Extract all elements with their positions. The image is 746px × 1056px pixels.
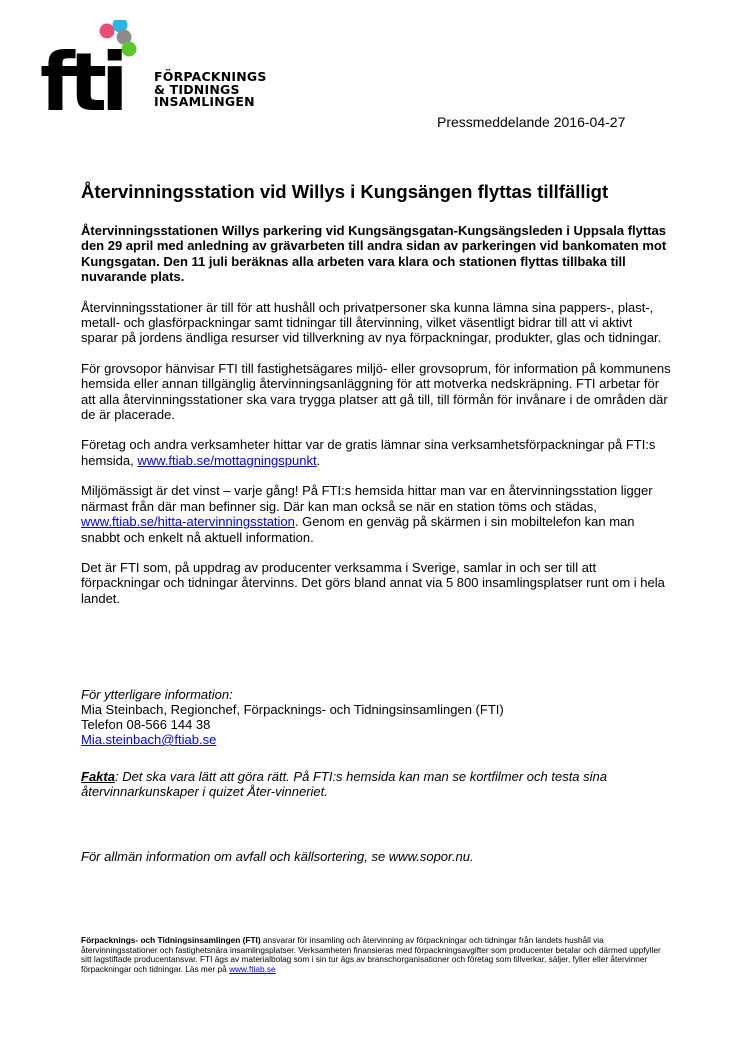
- logo-org-name: [154, 71, 267, 109]
- fakta-text: : Det ska vara lätt att göra rätt. På FTI:s hemsida kan man se kortfilmer och testa sina återvinnarkunskaper i quizet Åter-vinneriet.: [81, 769, 608, 799]
- press-release-date: Pressmeddelande 2016-04-27: [437, 114, 626, 130]
- contact-phone: Telefon 08-566 144 38: [81, 717, 211, 732]
- logo-org-line: INSAMLINGEN: [154, 94, 255, 109]
- paragraph: Återvinningsstationer är till för att hushåll och privatpersoner ska kunna lämna sina pappers-, plast-, metall- och glasförpackningar samt tidningar till återvinning, vilket väsentligt bidrar till att vi aktivt sparar på jordens ändliga resurser vid tillverkning av nya förpackningar, produkter, glas och tidningar.: [81, 299, 662, 346]
- contact-block: [81, 687, 671, 747]
- fakta-label: Fakta: [81, 769, 115, 784]
- logo-dot-green: [122, 42, 137, 57]
- general-info: För allmän information om avfall och källsortering, se www.sopor.nu.: [81, 849, 474, 864]
- paragraph-text: . Genom en genväg på skärmen i sin mobiltelefon kan man snabbt och enkelt nå aktuell information.: [81, 514, 635, 545]
- paragraph: För grovsopor hänvisar FTI till fastighetsägares miljö- eller grovsoprum, för information på kommunens hemsida eller annan tillgänglig återvinningsanläggning för att motverka nedskräpning. FTI arbetar för att alla återvinningsstationer ska vara trygga platser att gå till, till förmån för invånare i de områden där de är placerade.: [81, 360, 671, 423]
- contact-intro: För ytterligare information:: [81, 687, 233, 702]
- paragraph-text: .: [316, 452, 321, 468]
- fti-logo-mark: [40, 20, 150, 120]
- logo-org-line: FÖRPACKNINGS: [154, 69, 267, 84]
- footer-text: ansvarar för insamling och återvinning av förpackningar och tidningar från landets hushåll via återvinningsstationer och fastighetsnära insamlingsplatser. Verksamheten finansieras med förpackningsavgifter som producenter betalar och därmed uppfyller sitt lagstiftade producentansvar. FTI ägs av materialbolag som i sin tur ägs av branschorganisationer och företag som tillverkar, säljer, fyller eller återvinner förpackningar och tidningar. Läs mer på: [81, 935, 661, 974]
- footer-org-name: Förpacknings- och Tidningsinsamlingen (FTI): [81, 935, 261, 945]
- headline: Återvinningsstation vid Willys i Kungsängen flyttas tillfälligt: [81, 181, 609, 202]
- footer-boilerplate: [81, 936, 671, 974]
- footer-ftiab-link[interactable]: www.ftiab.se: [229, 963, 276, 974]
- body-text: [81, 223, 671, 621]
- hitta-atervinningsstation-link[interactable]: www.ftiab.se/hitta-atervinningsstation: [81, 514, 295, 530]
- contact-name: Mia Steinbach, Regionchef, Förpacknings- och Tidningsinsamlingen (FTI): [81, 702, 504, 717]
- paragraph: Det är FTI som, på uppdrag av producenter verksamma i Sverige, samlar in och ser till att förpackningar och tidningar återvinns. Det görs bland annat via 5 800 insamlingsplatser runt om i hela landet.: [81, 559, 665, 606]
- paragraph-with-link: [81, 437, 671, 468]
- fti-logo: [40, 20, 280, 120]
- paragraph-with-link: [81, 483, 671, 545]
- paragraph-text: Miljömässigt är det vinst – varje gång! På FTI:s hemsida hittar man var en återvinningsstation ligger närmast från där man befinner sig. Där kan man också se när en station töms och städas,: [81, 483, 653, 514]
- fakta-note: [81, 769, 671, 799]
- mottagningspunkt-link[interactable]: www.ftiab.se/mottagningspunkt: [137, 452, 317, 468]
- paragraph-text: Företag och andra verksamheter hittar var de gratis lämnar sina verksamhetsförpackningar på FTI:s hemsida,: [81, 437, 656, 468]
- lead-paragraph: Återvinningsstationen Willys parkering vid Kungsängsgatan-Kungsängsleden i Uppsala flyttas den 29 april med anledning av grävarbeten till andra sidan av parkeringen vid bankomaten mot Kungsgatan. Den 11 juli beräknas alla arbeten vara klara och stationen flyttas tillbaka till nuvarande plats.: [81, 223, 667, 285]
- logo-org-line: & TIDNINGS: [154, 81, 240, 97]
- logo-wordmark: fti: [40, 36, 123, 120]
- contact-email-link[interactable]: Mia.steinbach@ftiab.se: [81, 732, 217, 747]
